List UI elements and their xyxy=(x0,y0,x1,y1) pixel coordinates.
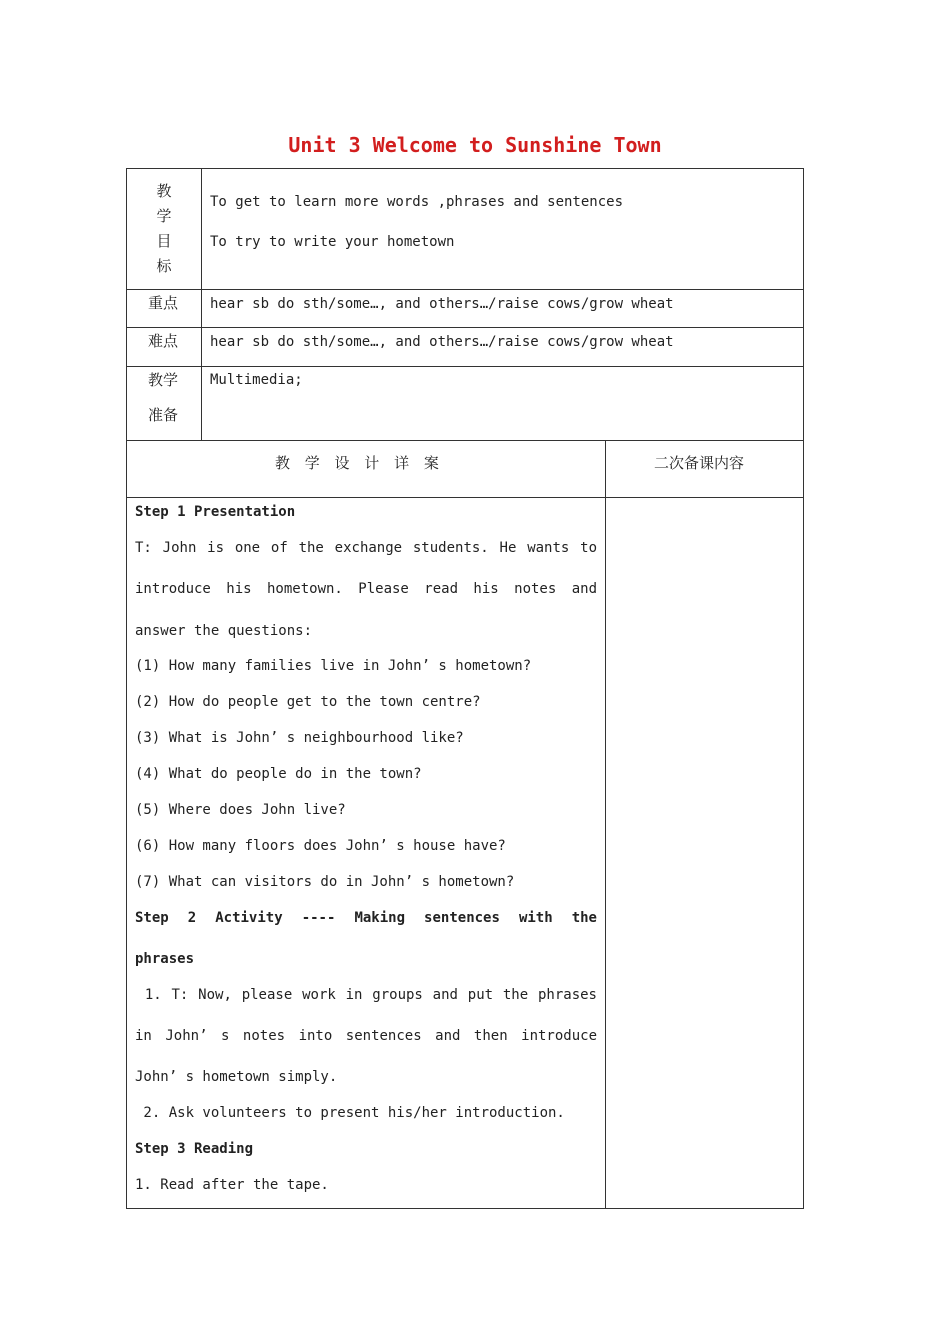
notes-column-divider xyxy=(605,440,606,1209)
step3-line: 1. Read after the tape. xyxy=(135,1177,329,1193)
step2-title: phrases xyxy=(135,951,195,967)
step3-title: Step 3 Reading xyxy=(135,1141,254,1157)
row-divider xyxy=(126,440,804,441)
step2-line: 1. T: Now, please work in groups and put the phrases xyxy=(135,987,597,1003)
question-item: (7) What can visitors do in John’ s hometown? xyxy=(135,874,515,890)
table-frame xyxy=(126,168,804,1209)
key-points-text: hear sb do sth/some…, and others…/raise cows/grow wheat xyxy=(210,296,674,312)
row-divider xyxy=(126,289,804,290)
objective-text: To try to write your hometown xyxy=(210,234,455,250)
question-item: (5) Where does John live? xyxy=(135,802,346,818)
step1-title: Step 1 Presentation xyxy=(135,504,296,520)
design-column-header: 教 学 设 计 详 案 xyxy=(275,454,441,472)
objective-text: To get to learn more words ,phrases and sentences xyxy=(210,194,624,210)
difficulties-label: 难点 xyxy=(148,332,179,350)
step1-line: answer the questions: xyxy=(135,623,313,639)
row-divider xyxy=(126,497,804,498)
step2-line: in John’ s notes into sentences and then introduce xyxy=(135,1028,597,1044)
question-item: (3) What is John’ s neighbourhood like? xyxy=(135,730,464,746)
question-item: (4) What do people do in the town? xyxy=(135,766,422,782)
question-item: (1) How many families live in John’ s hometown? xyxy=(135,658,532,674)
key-points-label: 重点 xyxy=(148,294,179,312)
step2-line: 2. Ask volunteers to present his/her introduction. xyxy=(135,1105,565,1121)
objectives-label: 教 学 目 标 xyxy=(156,182,172,275)
question-item: (2) How do people get to the town centre? xyxy=(135,694,481,710)
question-item: (6) How many floors does John’ s house have? xyxy=(135,838,506,854)
row-divider xyxy=(126,366,804,367)
label-column-divider xyxy=(201,168,202,440)
prep-label: 准备 xyxy=(148,406,179,424)
difficulties-text: hear sb do sth/some…, and others…/raise cows/grow wheat xyxy=(210,334,674,350)
second-prep-column-header: 二次备课内容 xyxy=(654,454,745,472)
prep-text: Multimedia; xyxy=(210,372,303,388)
step1-line: T: John is one of the exchange students. He wants to xyxy=(135,540,597,556)
page-title: Unit 3 Welcome to Sunshine Town xyxy=(288,133,662,157)
row-divider xyxy=(126,327,804,328)
step2-line: John’ s hometown simply. xyxy=(135,1069,338,1085)
step2-title: Step 2 Activity ---- Making sentences with the xyxy=(135,910,597,926)
prep-label: 教学 xyxy=(148,371,179,389)
step1-line: introduce his hometown. Please read his notes and xyxy=(135,581,597,597)
